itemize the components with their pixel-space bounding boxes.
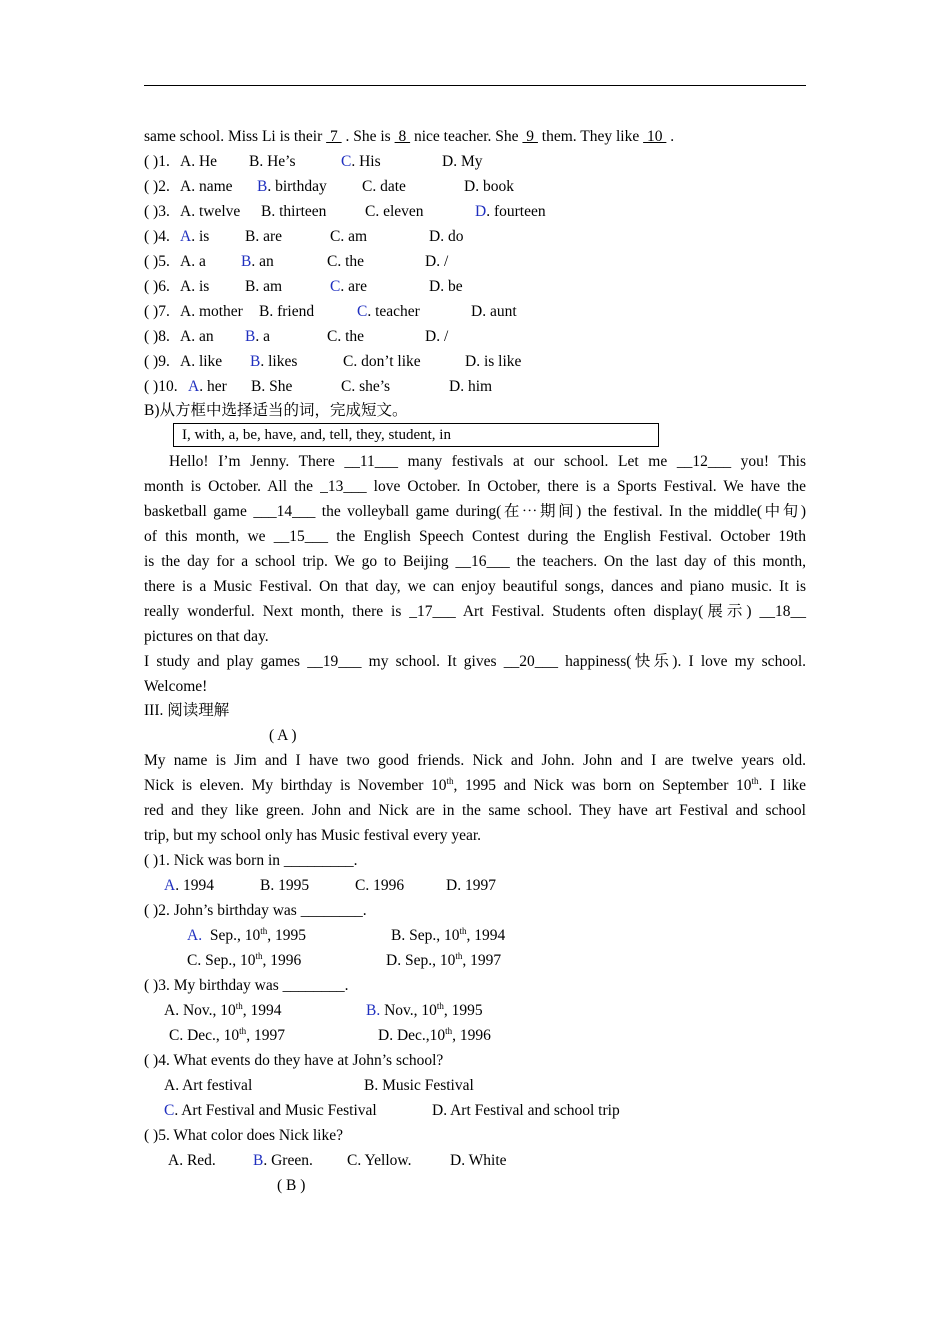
header-rule	[144, 85, 806, 86]
q1-option-a	[164, 876, 214, 896]
answer-letter: A.	[187, 927, 203, 944]
option-a: A. He	[180, 153, 218, 170]
option-a	[180, 227, 209, 247]
text: them. They like	[537, 128, 644, 145]
answer-letter: A	[188, 378, 200, 395]
blank-9: 9	[522, 128, 538, 145]
passage-line: is the day for a school trip. We go to Beijing __16___ the teachers. On the last day of this month,	[144, 553, 806, 570]
q2-option-a	[187, 926, 306, 946]
option-b: B. She	[251, 378, 293, 395]
blank-8: 8	[394, 128, 411, 145]
question-2: ( )2. John’s birthday was ________.	[144, 902, 367, 919]
question-number: ( )3.	[144, 203, 170, 220]
option-a: A. a	[180, 253, 206, 270]
option-a: A. twelve	[180, 203, 241, 220]
answer-letter: B.	[366, 1002, 381, 1019]
passage-line: I study and play games __19___ my school. It gives __20___ happiness(快乐). I love my school.	[144, 653, 806, 670]
superscript: th	[455, 950, 463, 961]
answer-letter: B	[245, 328, 256, 345]
reading-line: My name is Jim and I have two good friends. Nick and John. John and I are twelve years old.	[144, 752, 806, 769]
superscript: th	[260, 925, 268, 936]
answer-letter: A	[164, 877, 176, 894]
option-d: D. My	[442, 153, 483, 170]
option-b: B. am	[245, 278, 283, 295]
option-a: A. mother	[180, 303, 243, 320]
text: C. Dec., 10	[169, 1027, 240, 1044]
answer-letter: D	[475, 203, 487, 220]
question-1: ( )1. Nick was born in _________.	[144, 852, 358, 869]
word-box: I, with, a, be, have, and, tell, they, student, in	[173, 423, 659, 447]
text: , 1997	[462, 952, 502, 969]
passage-line: of this month, we __15___ the English Speech Contest during the English Festival. October 19th	[144, 528, 806, 545]
text: D. Dec.,10	[378, 1027, 446, 1044]
reading-line: trip, but my school only has Music festival every year.	[144, 827, 482, 844]
cloze-continuation-line	[144, 127, 674, 147]
answer-letter: B	[257, 178, 268, 195]
question-number: ( )8.	[144, 328, 170, 345]
option-c: C. don’t like	[343, 353, 421, 370]
answer-letter: C	[341, 153, 352, 170]
option-b: B. friend	[259, 303, 315, 320]
superscript: th	[239, 1025, 247, 1036]
text: C. Sep., 10	[187, 952, 256, 969]
option-b: B. He’s	[249, 153, 296, 170]
text: . I like	[758, 777, 807, 794]
option-text: . are	[340, 278, 368, 295]
text: . Green.	[263, 1152, 313, 1169]
answer-letter: B	[241, 253, 252, 270]
superscript: th	[235, 1000, 243, 1011]
question-4: ( )4. What events do they have at John’s school?	[144, 1052, 444, 1069]
option-a: A. like	[180, 353, 223, 370]
passage-line: pictures on that day.	[144, 628, 269, 645]
text: . Art Festival and Music Festival	[174, 1102, 377, 1119]
question-number: ( )2.	[144, 178, 170, 195]
blank-7: 7	[326, 128, 342, 145]
q5-option-b	[253, 1151, 313, 1171]
option-d: D. is like	[465, 353, 522, 370]
answer-letter: C	[357, 303, 368, 320]
q1-option-b: B. 1995	[260, 877, 310, 894]
superscript: th	[445, 1025, 453, 1036]
option-d: D. book	[464, 178, 514, 195]
option-d: D. aunt	[471, 303, 517, 320]
text: . She is	[341, 128, 395, 145]
question-number: ( )10.	[144, 378, 178, 395]
text: B. Sep., 10	[391, 927, 460, 944]
option-c: C. the	[327, 253, 365, 270]
text: Nov., 10	[380, 1002, 437, 1019]
text: , 1996	[262, 952, 302, 969]
q5-option-d: D. White	[450, 1152, 507, 1169]
option-c: C. eleven	[365, 203, 424, 220]
text: . 1994	[175, 877, 214, 894]
q3-option-b	[366, 1001, 483, 1021]
question-number: ( )1.	[144, 153, 170, 170]
option-text: . His	[351, 153, 381, 170]
option-b: B. thirteen	[261, 203, 327, 220]
section-b-label: ( B )	[277, 1177, 306, 1194]
question-number: ( )5.	[144, 253, 170, 270]
option-d: D. him	[449, 378, 493, 395]
option-text: . is	[191, 228, 210, 245]
question-5: ( )5. What color does Nick like?	[144, 1127, 343, 1144]
q3-option-a	[164, 1001, 282, 1021]
q5-option-c: C. Yellow.	[347, 1152, 412, 1169]
superscript: th	[751, 775, 759, 786]
q4-option-d: D. Art Festival and school trip	[432, 1102, 620, 1119]
text: , 1995 and Nick was born on September 10	[453, 777, 752, 794]
option-b	[241, 252, 274, 272]
answer-letter: C	[330, 278, 341, 295]
text: Sep., 10	[202, 927, 261, 944]
option-d: D. do	[429, 228, 464, 245]
passage-line: really wonderful. Next month, there is _17___ Art Festival. Students often display(展示) __18__	[144, 603, 806, 620]
option-b	[245, 327, 270, 347]
option-d: D. be	[429, 278, 463, 295]
superscript: th	[436, 1000, 444, 1011]
option-c: C. date	[362, 178, 406, 195]
blank-10: 10	[643, 128, 667, 145]
q2-option-b	[391, 926, 505, 946]
text: A. Nov., 10	[164, 1002, 236, 1019]
text: .	[666, 128, 675, 145]
q2-option-d	[386, 951, 501, 971]
question-number: ( )4.	[144, 228, 170, 245]
q4-option-c	[164, 1101, 377, 1121]
option-a	[188, 377, 227, 397]
text: , 1996	[452, 1027, 491, 1044]
passage-line: Hello! I’m Jenny. There __11___ many festivals at our school. Let me __12___ you! This	[169, 453, 806, 470]
option-text: . an	[251, 253, 274, 270]
superscript: th	[459, 925, 467, 936]
text: D. Sep., 10	[386, 952, 456, 969]
passage-line: there is a Music Festival. On that day, we can enjoy beautiful songs, dances and piano music. It is	[144, 578, 806, 595]
q5-option-a: A. Red.	[168, 1152, 216, 1169]
text: , 1994	[466, 927, 506, 944]
option-a: A. an	[180, 328, 214, 345]
option-text: . fourteen	[486, 203, 546, 220]
superscript: th	[446, 775, 454, 786]
answer-letter: B	[253, 1152, 264, 1169]
option-d: D. /	[425, 328, 449, 345]
q3-option-d	[378, 1026, 491, 1046]
q1-option-d: D. 1997	[446, 877, 496, 894]
q4-option-a: A. Art festival	[164, 1077, 253, 1094]
option-b: B. are	[245, 228, 283, 245]
q4-option-b: B. Music Festival	[364, 1077, 474, 1094]
text: , 1997	[246, 1027, 285, 1044]
section-a-label: ( A )	[269, 727, 297, 744]
reading-line: red and they like green. John and Nick are in the same school. They have art Festival and school	[144, 802, 806, 819]
question-3: ( )3. My birthday was ________.	[144, 977, 349, 994]
reading-line	[144, 776, 806, 796]
passage-line: month is October. All the _13___ love October. In October, there is a Sports Festival. We have the	[144, 478, 806, 495]
option-text: . teacher	[367, 303, 420, 320]
text: nice teacher. She	[410, 128, 523, 145]
option-c: C. she’s	[341, 378, 391, 395]
option-c	[330, 277, 367, 297]
superscript: th	[255, 950, 263, 961]
option-text: . likes	[260, 353, 298, 370]
option-b	[250, 352, 297, 372]
option-a: A. is	[180, 278, 210, 295]
answer-letter: C	[164, 1102, 175, 1119]
option-text: . birthday	[267, 178, 327, 195]
option-c: C. the	[327, 328, 365, 345]
text: Nick is eleven. My birthday is November 10	[144, 777, 447, 794]
option-text: . her	[199, 378, 227, 395]
option-c: C. am	[330, 228, 368, 245]
part-b-heading: B)从方框中选择适当的词，完成短文。	[144, 402, 408, 419]
passage-line: Welcome!	[144, 678, 208, 695]
passage-line: basketball game ___14___ the volleyball game during(在⋯期间) the festival. In the middle(中旬)	[144, 503, 806, 520]
part-3-heading: III. 阅读理解	[144, 702, 230, 719]
question-number: ( )9.	[144, 353, 170, 370]
q3-option-c	[169, 1026, 285, 1046]
q2-option-c	[187, 951, 301, 971]
q1-option-c: C. 1996	[355, 877, 405, 894]
option-d	[475, 202, 546, 222]
option-b	[257, 177, 327, 197]
question-number: ( )6.	[144, 278, 170, 295]
option-c	[341, 152, 381, 172]
option-c	[357, 302, 420, 322]
option-a: A. name	[180, 178, 233, 195]
text: same school. Miss Li is their	[144, 128, 327, 145]
answer-letter: B	[250, 353, 261, 370]
answer-letter: A	[180, 228, 192, 245]
text: , 1994	[242, 1002, 282, 1019]
option-d: D. /	[425, 253, 449, 270]
question-number: ( )7.	[144, 303, 170, 320]
option-text: . a	[255, 328, 270, 345]
text: , 1995	[443, 1002, 483, 1019]
text: , 1995	[267, 927, 306, 944]
